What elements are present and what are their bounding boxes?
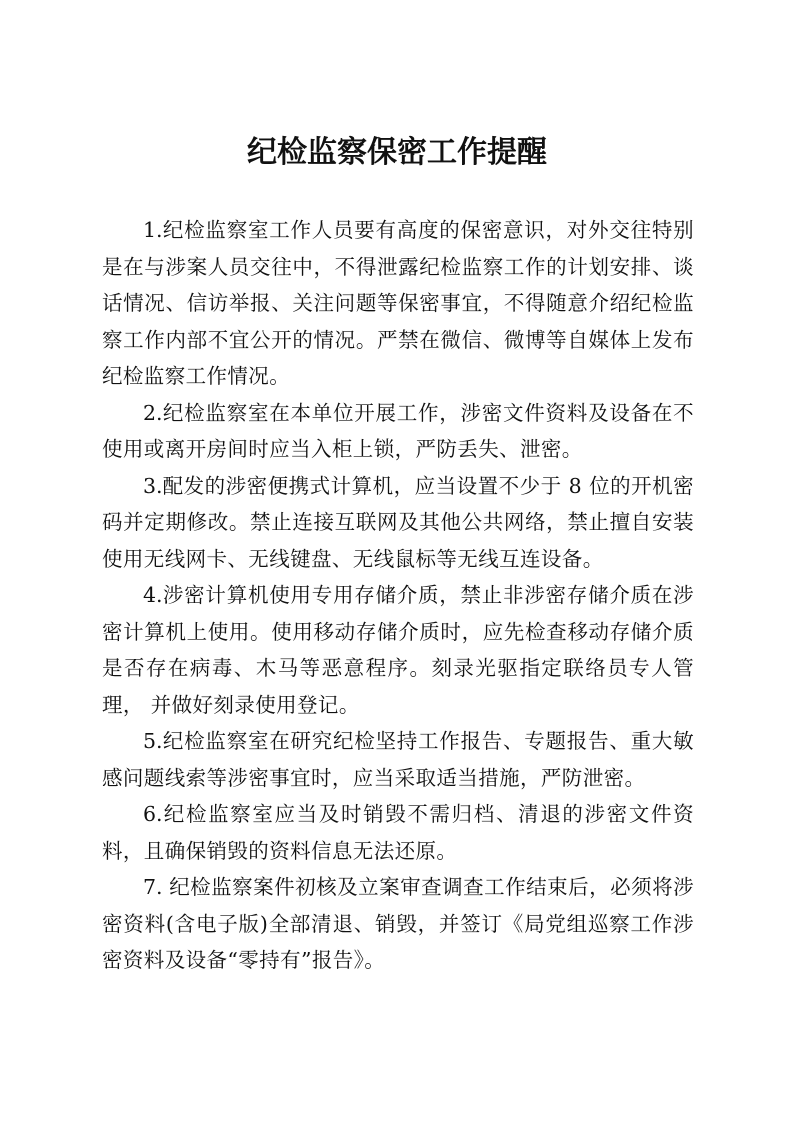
paragraph-number: 5. bbox=[143, 729, 163, 753]
paragraph-text: 纪检监察案件初核及立案审查调查工作结束后，必须将涉密资料(含电子版)全部清退、销毁，并签订《局党组巡察工作涉密资料及设备“零持有”报告》。 bbox=[102, 875, 695, 972]
paragraph-number: 3. bbox=[143, 473, 163, 498]
document-title: 纪检监察保密工作提醒 bbox=[247, 135, 547, 170]
paragraph-number: 4. bbox=[143, 583, 163, 607]
paragraph-number: 1. bbox=[143, 218, 163, 242]
paragraph-2 bbox=[102, 395, 694, 468]
paragraph-4 bbox=[102, 577, 694, 723]
paragraph-text: 涉密计算机使用专用存储介质，禁止非涉密存储介质在涉密计算机上使用。使用移动存储介质时，应先检查移动存储介质是否存在病毒、木马等恶意程序。刻录光驱指定联络员专人管理， 并做好刻录使用登记。 bbox=[102, 583, 694, 717]
paragraph-1 bbox=[102, 212, 694, 395]
paragraph-3 bbox=[102, 468, 694, 578]
paragraph-number: 2. bbox=[143, 400, 163, 425]
document-body bbox=[102, 212, 694, 979]
paragraph-7 bbox=[102, 869, 694, 979]
paragraph-6 bbox=[102, 796, 694, 869]
paragraph-number: 6. bbox=[143, 802, 163, 826]
paragraph-text: 纪检监察室工作人员要有高度的保密意识，对外交往特别是在与涉案人员交往中，不得泄露纪检监察工作的计划安排、谈话情况、信访举报、关注问题等保密事宜，不得随意介绍纪检监察工作内部不宜公开的情况。严禁在微信、微博等自媒体上发布纪检监察工作情况。 bbox=[102, 218, 694, 388]
paragraph-text: 纪检监察室在本单位开展工作，涉密文件资料及设备在不使用或离开房间时应当入柜上锁，严防丢失、泄密。 bbox=[102, 400, 694, 461]
paragraph-number: 7. bbox=[143, 875, 170, 899]
paragraph-5 bbox=[102, 723, 694, 796]
paragraph-text: 纪检监察室在研究纪检坚持工作报告、专题报告、重大敏感问题线索等涉密事宜时，应当采取适当措施，严防泄密。 bbox=[102, 729, 694, 790]
paragraph-text: 纪检监察室应当及时销毁不需归档、清退的涉密文件资料，且确保销毁的资料信息无法还原。 bbox=[102, 802, 694, 863]
paragraph-text: 配发的涉密便携式计算机，应当设置不少于 8 位的开机密码并定期修改。禁止连接互联网及其他公共网络，禁止擅自安装使用无线网卡、无线键盘、无线鼠标等无线互连设备。 bbox=[102, 473, 694, 571]
